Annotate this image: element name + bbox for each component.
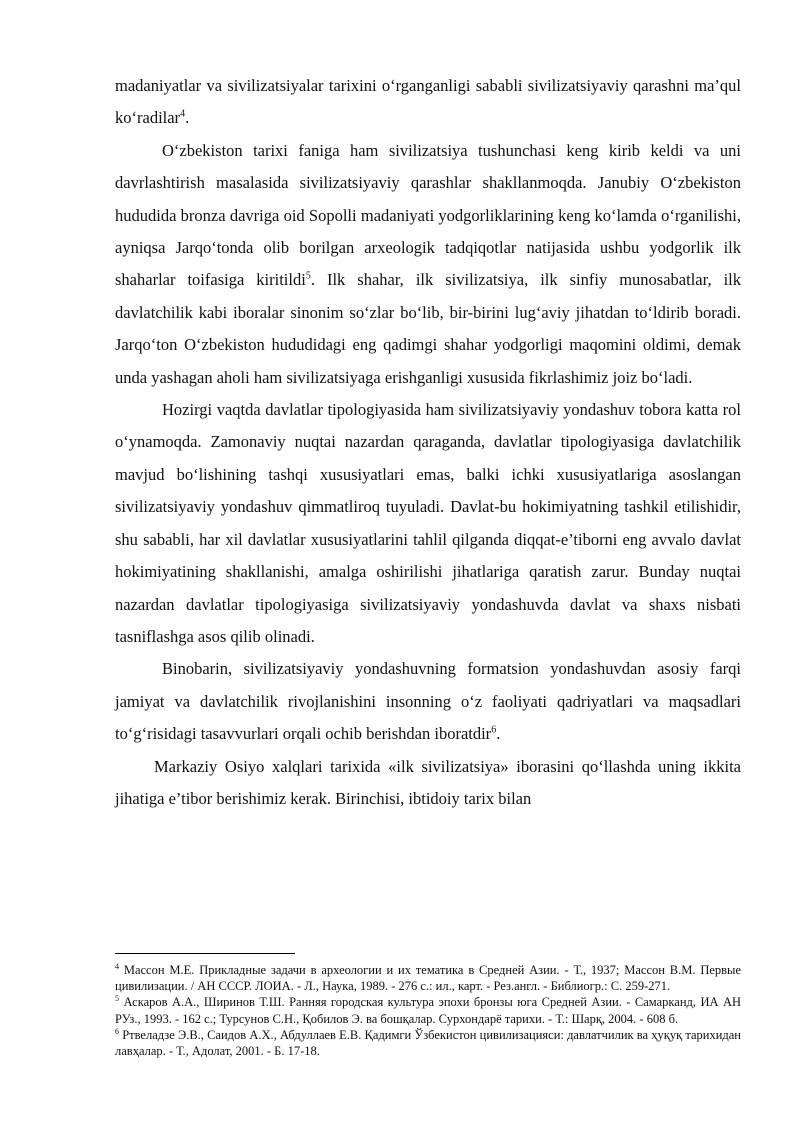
paragraph-text-tail: . Ilk shahar, ilk sivilizatsiya, ilk sinfiy munosabatlar, ilk davlatchilik kabi iboralar sinonim so‘zlar bo‘lib, bir-birini lug‘aviy jihatdan to‘ldirib boradi. Jarqo‘ton O‘zbekiston hududidagi eng qadimgi shahar yodgorligi maqomini oldimi, demak unda yashagan aholi ham sivilizatsiyaga erishganligi xususida fikrlashimiz joiz bo‘ladi. — [115, 270, 742, 387]
footnote-number: 6 — [115, 1026, 119, 1036]
paragraph-text-tail: . — [496, 724, 501, 744]
paragraph-1 — [115, 70, 741, 135]
paragraph-text: O‘zbekiston tarixi faniga ham sivilizatsiya tushunchasi keng kirib keldi va uni davrlashtirish masalasida sivilizatsiyaviy qarashlar shakllanmoqda. Janubiy O‘zbekiston hududida bronza davriga oid Sopolli madaniyati yodgorliklarining keng ko‘lamda o‘rganilishi, ayniqsa Jarqo‘tonda olib borilgan arxeologik tadqiqotlar natijasida ushbu yodgorlik ilk shaharlar toifasiga kiritildi — [115, 140, 741, 290]
footnote-ref-4: 4 — [180, 108, 186, 120]
paragraph-text-tail: . — [185, 108, 190, 128]
footnote-4 — [115, 962, 741, 994]
paragraph-2 — [115, 135, 741, 394]
body-text — [115, 70, 741, 815]
footnote-number: 5 — [115, 994, 119, 1004]
footnotes — [115, 962, 741, 1059]
footnote-text: Массон М.Е. Прикладные задачи в археологии и их тематика в Средней Азии. - Т., 1937; Массон В.М. Первые цивилизации. / АН СССР. ЛОИА. - Л., Наука, 1989. - 276 с.: ил., карт. - Рез.англ. - Библиогр.: С. 259-271. — [115, 963, 741, 994]
footnote-text: Ртвеладзе Э.В., Саидов А.Х., Абдуллаев Е.В. Қадимги Ўзбекистон цивилизацияси: давлатчилик ва ҳуқуқ тарихидан лавҳалар. - Т., Адолат, 2001. - Б. 17-18. — [115, 1027, 741, 1059]
paragraph-3 — [115, 394, 741, 653]
paragraph-4 — [115, 653, 741, 750]
footnote-separator — [115, 953, 295, 954]
footnote-text: Аскаров А.А., Ширинов Т.Ш. Ранняя городская культура эпохи бронзы юга Средней Азии. - Самарканд, ИА АН РУз., 1993. - 162 с.; Турсунов С.Н., Қобилов Э. ва бошқалар. Сурхондарё тарихи. - Т.: Шарқ, 2004. - 608 б. — [115, 995, 742, 1026]
paragraph-text: Markaziy Osiyo xalqlari tarixida «ilk sivilizatsiya» iborasini qo‘llashda uning ikkita jihatiga e’tibor berishimiz kerak. Birinchisi, ibtidoiy tarix bilan — [115, 756, 741, 808]
footnote-ref-6: 6 — [491, 724, 497, 736]
paragraph-text: madaniyatlar va sivilizatsiyalar tarixini o‘rganganligi sababli sivilizatsiyaviy qarashni ma’qul ko‘radilar — [115, 76, 741, 128]
paragraph-5 — [115, 751, 741, 816]
footnote-6 — [115, 1027, 741, 1059]
footnote-ref-5: 5 — [305, 270, 311, 282]
paragraph-text: Hozirgi vaqtda davlatlar tipologiyasida ham sivilizatsiyaviy yondashuv tobora katta rol o‘ynamoqda. Zamonaviy nuqtai nazardan qaraganda, davlatlar tipologiyasiga davlatchilik mavjud bo‘lishining tashqi xususiyatlari emas, balki ichki xususiyatlariga asoslangan sivilizatsiyaviy yondashuv qimmatliroq tuyuladi. Davlat-bu hokimiyatning tashkil etilishidir, shu sababli, har xil davlatlar xususiyatlarini tahlil qilganda diqqat-e’tiborni eng avvalo davlat hokimiyatining shakllanishi, amalga oshirilishi jihatlariga qaratish zarur. Bunday nuqtai nazardan davlatlar tipologiyasiga sivilizatsiyaviy yondashuvda davlat va shaxs nisbati tasniflashga asos qilib olinadi. — [115, 400, 741, 646]
footnote-number: 4 — [115, 961, 119, 971]
footnote-5 — [115, 994, 741, 1026]
paragraph-text: Binobarin, sivilizatsiyaviy yondashuvning formatsion yondashuvdan asosiy farqi jamiyat va davlatchilik rivojlanishini insonning o‘z faoliyati qadriyatlari va maqsadlari to‘g‘risidagi tasavvurlari orqali ochib berishdan iboratdir — [115, 659, 741, 744]
